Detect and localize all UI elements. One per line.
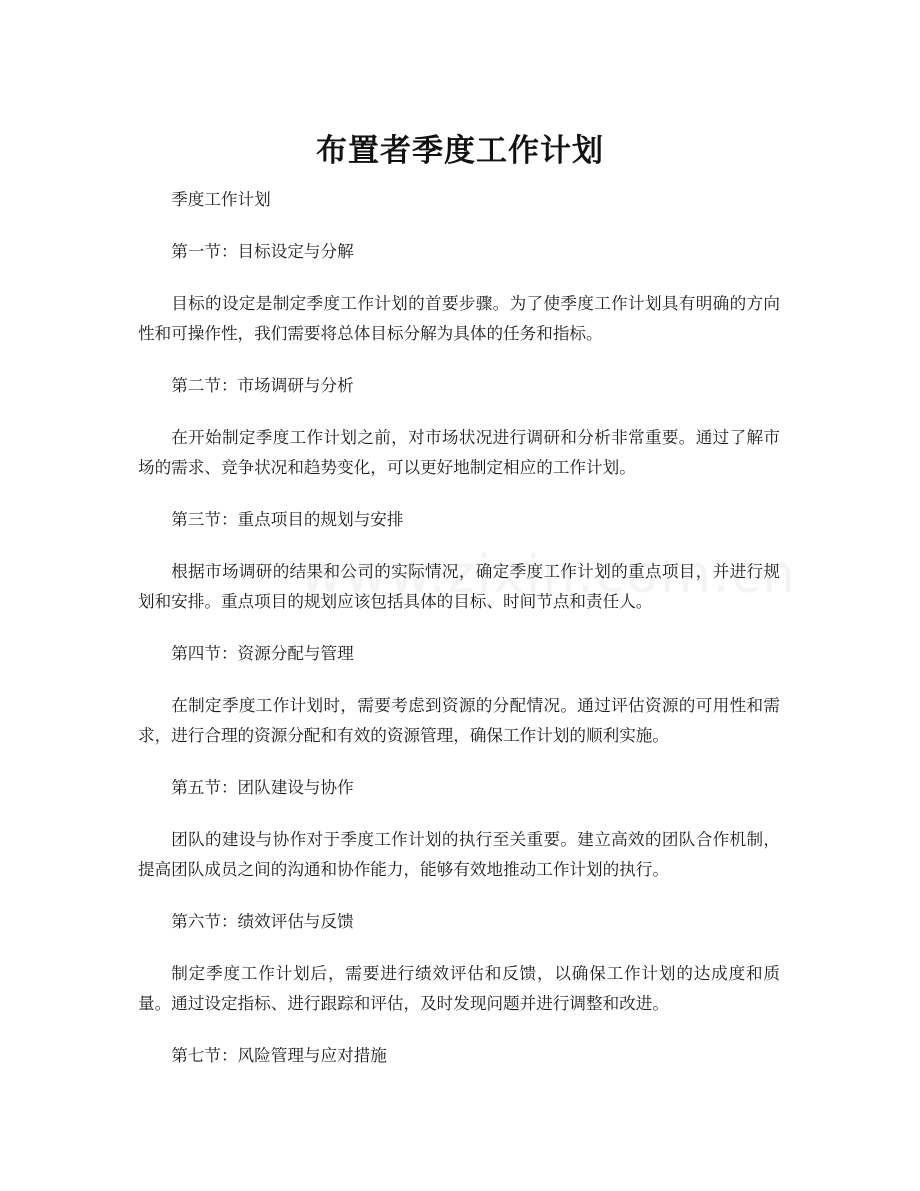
body-paragraph: 根据市场调研的结果和公司的实际情况，确定季度工作计划的重点项目，并进行规划和安排。重点项目的规划应该包括具体的目标、时间节点和责任人。 — [138, 562, 780, 611]
body-paragraph: 目标的设定是制定季度工作计划的首要步骤。为了使季度工作计划具有明确的方向性和可操作性，我们需要将总体目标分解为具体的任务和指标。 — [138, 294, 780, 343]
section-heading: 第二节：市场调研与分析 — [171, 376, 354, 395]
section-heading: 季度工作计划 — [171, 190, 271, 209]
section-heading: 第七节：风险管理与应对措施 — [171, 1046, 387, 1065]
body-paragraph: 在开始制定季度工作计划之前，对市场状况进行调研和分析非常重要。通过了解市场的需求、竞争状况和趋势变化，可以更好地制定相应的工作计划。 — [138, 428, 780, 477]
document-body — [138, 185, 780, 1093]
section-heading: 第四节：资源分配与管理 — [171, 644, 354, 663]
body-paragraph: 制定季度工作计划后，需要进行绩效评估和反馈，以确保工作计划的达成度和质量。通过设定指标、进行跟踪和评估，及时发现问题并进行调整和改进。 — [138, 964, 780, 1013]
section-heading: 第一节：目标设定与分解 — [171, 242, 354, 261]
body-paragraph: 团队的建设与协作对于季度工作计划的执行至关重要。建立高效的团队合作机制，提高团队成员之间的沟通和协作能力，能够有效地推动工作计划的执行。 — [138, 830, 780, 879]
document-title: 布置者季度工作计划 — [316, 132, 604, 169]
section-heading: 第六节：绩效评估与反馈 — [171, 912, 354, 931]
body-paragraph: 在制定季度工作计划时，需要考虑到资源的分配情况。通过评估资源的可用性和需求，进行合理的资源分配和有效的资源管理，确保工作计划的顺利实施。 — [138, 696, 780, 745]
section-heading: 第三节：重点项目的规划与安排 — [171, 510, 404, 529]
section-heading: 第五节：团队建设与协作 — [171, 778, 354, 797]
